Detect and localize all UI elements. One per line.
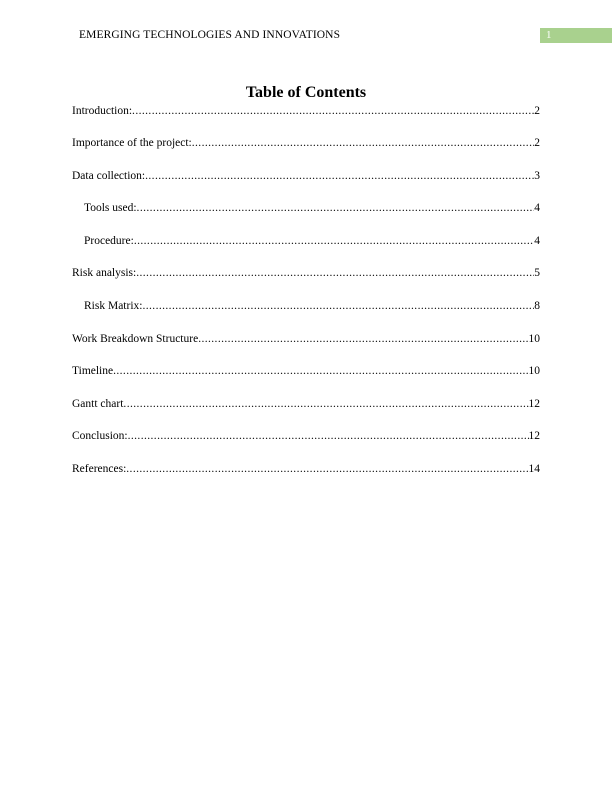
toc-entry-importance[interactable] xyxy=(72,136,540,150)
toc-entry-label: Conclusion: xyxy=(72,430,128,442)
toc-entry-label: Tools used: xyxy=(84,202,137,214)
toc-entry-page: 4 xyxy=(534,235,540,247)
toc-entry-procedure[interactable] xyxy=(84,234,540,248)
toc-entry-page: 8 xyxy=(534,300,540,312)
toc-entry-label: Work Breakdown Structure xyxy=(72,333,199,345)
toc-dot-leader xyxy=(123,397,528,411)
toc-entry-label: Importance of the project: xyxy=(72,137,192,149)
toc-dot-leader xyxy=(192,136,535,150)
toc-entry-references[interactable] xyxy=(72,462,540,476)
toc-dot-leader xyxy=(145,169,534,183)
toc-dot-leader xyxy=(137,201,535,215)
toc-entry-label: Risk Matrix: xyxy=(84,300,143,312)
toc-entry-page: 10 xyxy=(528,365,540,377)
toc-dot-leader xyxy=(136,266,534,280)
toc-entry-page: 12 xyxy=(528,398,540,410)
toc-entry-label: Risk analysis: xyxy=(72,267,137,279)
toc-entry-gantt-chart[interactable] xyxy=(72,397,540,411)
toc-entry-risk-matrix[interactable] xyxy=(84,299,540,313)
toc-entry-page: 5 xyxy=(534,267,540,279)
toc-entry-label: Introduction: xyxy=(72,105,133,117)
toc-entry-label: Data collection: xyxy=(72,170,146,182)
toc-entry-introduction[interactable] xyxy=(72,104,540,118)
running-header-title: EMERGING TECHNOLOGIES AND INNOVATIONS xyxy=(79,29,341,41)
toc-entry-page: 2 xyxy=(534,137,540,149)
toc-dot-leader xyxy=(134,234,534,248)
page-number-badge: 1 xyxy=(540,28,612,43)
toc-dot-leader xyxy=(142,299,534,313)
toc-entry-data-collection[interactable] xyxy=(72,169,540,183)
toc-entry-tools-used[interactable] xyxy=(84,201,540,215)
toc-heading: Table of Contents xyxy=(245,84,367,101)
toc-entry-work-breakdown-structure[interactable] xyxy=(72,332,540,346)
toc-entry-page: 2 xyxy=(534,105,540,117)
toc-entry-label: Timeline xyxy=(72,365,114,377)
toc-entry-risk-analysis[interactable] xyxy=(72,266,540,280)
toc-dot-leader xyxy=(113,364,528,378)
toc-entry-label: Gantt chart xyxy=(72,398,124,410)
toc-entry-label: References: xyxy=(72,463,127,475)
toc-dot-leader xyxy=(132,104,534,118)
toc-entry-label: Procedure: xyxy=(84,235,134,247)
toc-dot-leader xyxy=(126,462,528,476)
toc-dot-leader xyxy=(198,332,528,346)
toc-entry-page: 4 xyxy=(534,202,540,214)
toc-entry-page: 10 xyxy=(528,333,540,345)
toc-entry-page: 14 xyxy=(528,463,540,475)
toc-entry-page: 3 xyxy=(534,170,540,182)
toc-dot-leader xyxy=(128,429,529,443)
toc-entry-timeline[interactable] xyxy=(72,364,540,378)
toc-entry-page: 12 xyxy=(528,430,540,442)
toc-entry-conclusion[interactable] xyxy=(72,429,540,443)
